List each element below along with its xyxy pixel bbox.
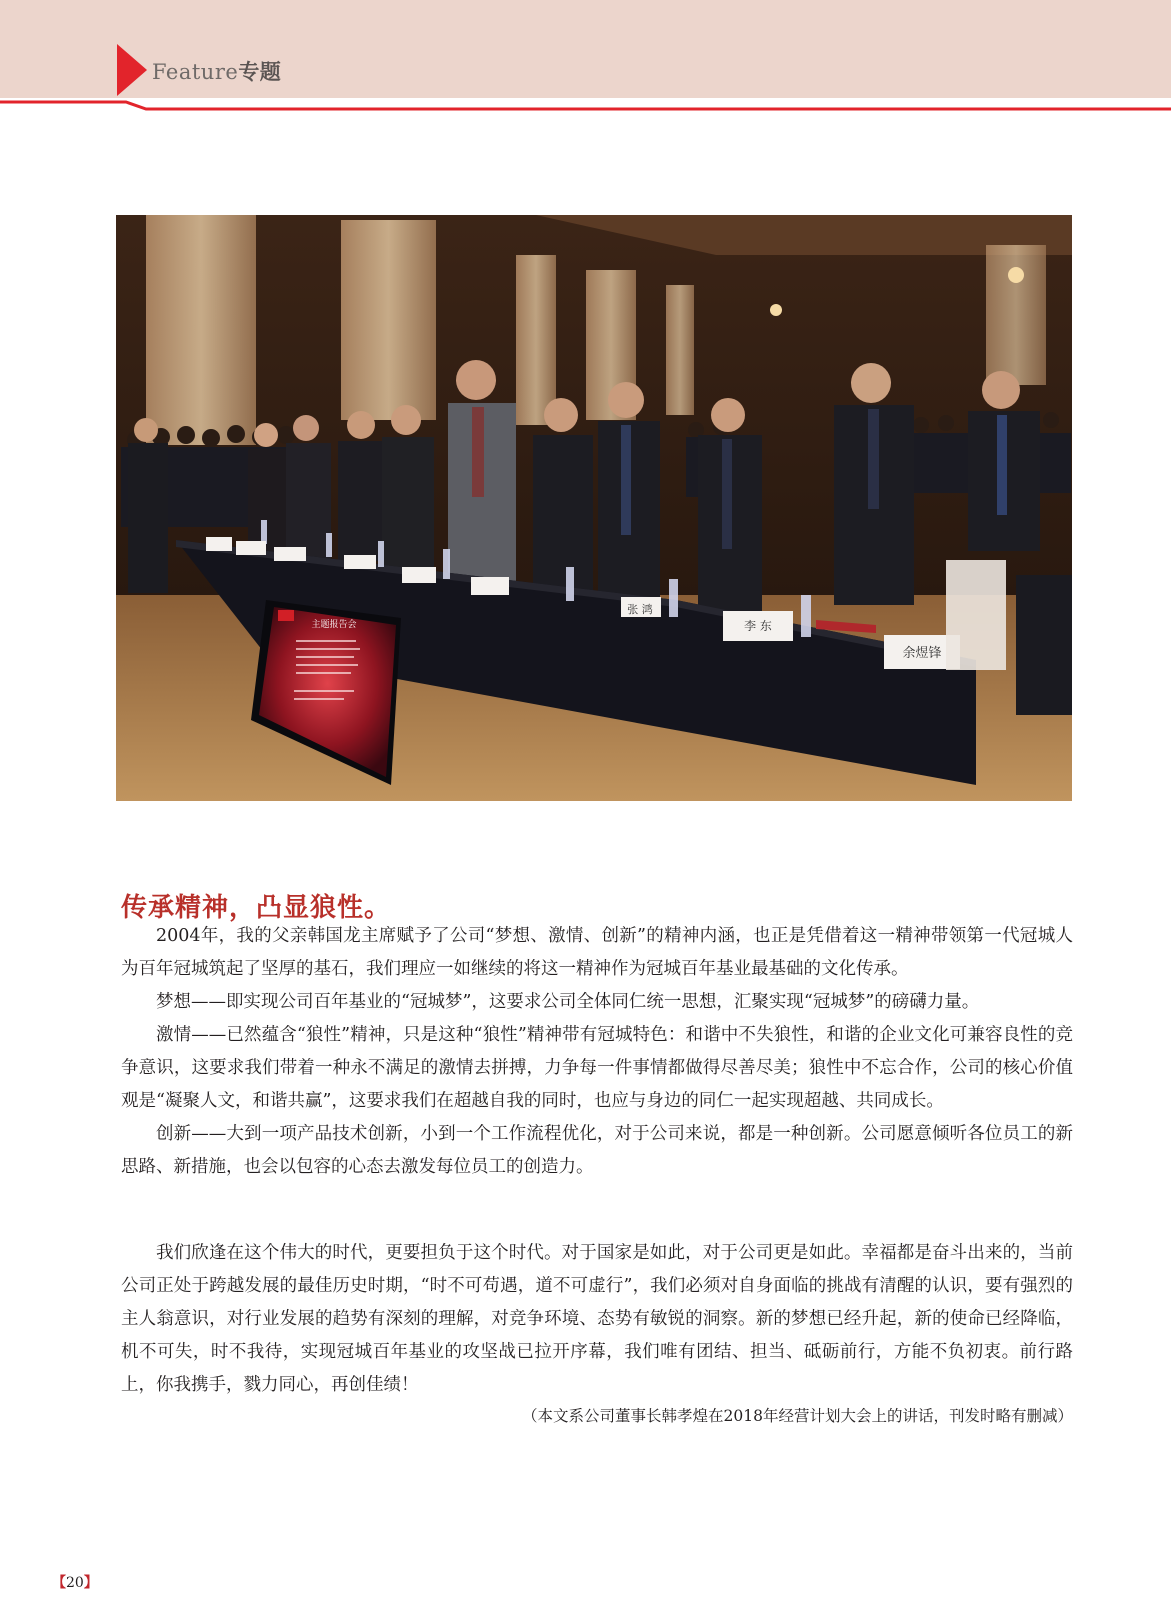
name-card-3: 余煜锋 <box>902 646 942 661</box>
name-card-2: 李 东 <box>744 619 772 633</box>
paragraph-3: 激情——已然蕴含“狼性”精神，只是这种“狼性”精神带有冠城特色：和谐中不失狼性，和谐的企业文化可兼容良性的竞争意识，这要求我们带着一种永不满足的激情去拼搏，力争每一件事情都做得尽善尽美；狼性中不忘合作，公司的核心价值观是“凝聚人文，和谐共赢”，这要求我们在超越自我的同时，也应与身边的同仁一起实现超越、共同成长。 <box>121 1025 1073 1111</box>
article-body <box>121 920 1073 1184</box>
paragraph-closing: 我们欣逢在这个伟大的时代，更要担负于这个时代。对于国家是如此，对于公司更是如此。幸福都是奋斗出来的，当前公司正处于跨越发展的最佳历史时期，“时不可苟遇，道不可虚行”，我们必须对自身面临的挑战有清醒的认识，要有强烈的主人翁意识，对行业发展的趋势有深刻的理解，对竞争环境、态势有敏锐的洞察。新的梦想已经升起，新的使命已经降临，机不可失，时不我待，实现冠城百年基业的攻坚战已拉开序幕，我们唯有团结、担当、砥砺前行，方能不负初衷。前行路上，你我携手，戮力同心，再创佳绩！ <box>121 1243 1073 1395</box>
page-bracket-open: 【 <box>52 1575 66 1591</box>
screen-title: 主题报告会 <box>311 620 357 630</box>
section-arrow-icon <box>117 44 147 96</box>
editor-note: （本文系公司董事长韩孝煌在2018年经营计划大会上的讲话，刊发时略有删减） <box>522 1407 1073 1425</box>
page-number-value: 20 <box>66 1575 84 1591</box>
conference-photo-illustration <box>116 215 1072 801</box>
article-heading: 传承精神，凸显狼性。 <box>121 893 392 923</box>
section-label-en: Feature <box>152 60 239 84</box>
page-bracket-close: 】 <box>83 1575 98 1591</box>
article-closing <box>121 1237 1073 1402</box>
section-label-zh: 专题 <box>238 60 282 84</box>
header-rule <box>0 98 1171 112</box>
paragraph-2: 梦想——即实现公司百年基业的“冠城梦”，这要求公司全体同仁统一思想，汇聚实现“冠城梦”的磅礴力量。 <box>156 992 980 1012</box>
name-card-1: 张 鸿 <box>627 603 653 616</box>
page-number <box>52 1572 98 1592</box>
paragraph-4: 创新——大到一项产品技术创新，小到一个工作流程优化，对于公司来说，都是一种创新。公司愿意倾听各位员工的新思路、新措施，也会以包容的心态去激发每位员工的创造力。 <box>121 1124 1073 1177</box>
paragraph-1: 2004年，我的父亲韩国龙主席赋予了公司“梦想、激情、创新”的精神内涵，也正是凭借着这一精神带领第一代冠城人为百年冠城筑起了坚厚的基石，我们理应一如继续的将这一精神作为冠城百年基业最基础的文化传承。 <box>121 926 1073 979</box>
conference-photo <box>116 215 1072 801</box>
china-flag-icon <box>278 610 294 621</box>
section-label <box>152 56 281 86</box>
